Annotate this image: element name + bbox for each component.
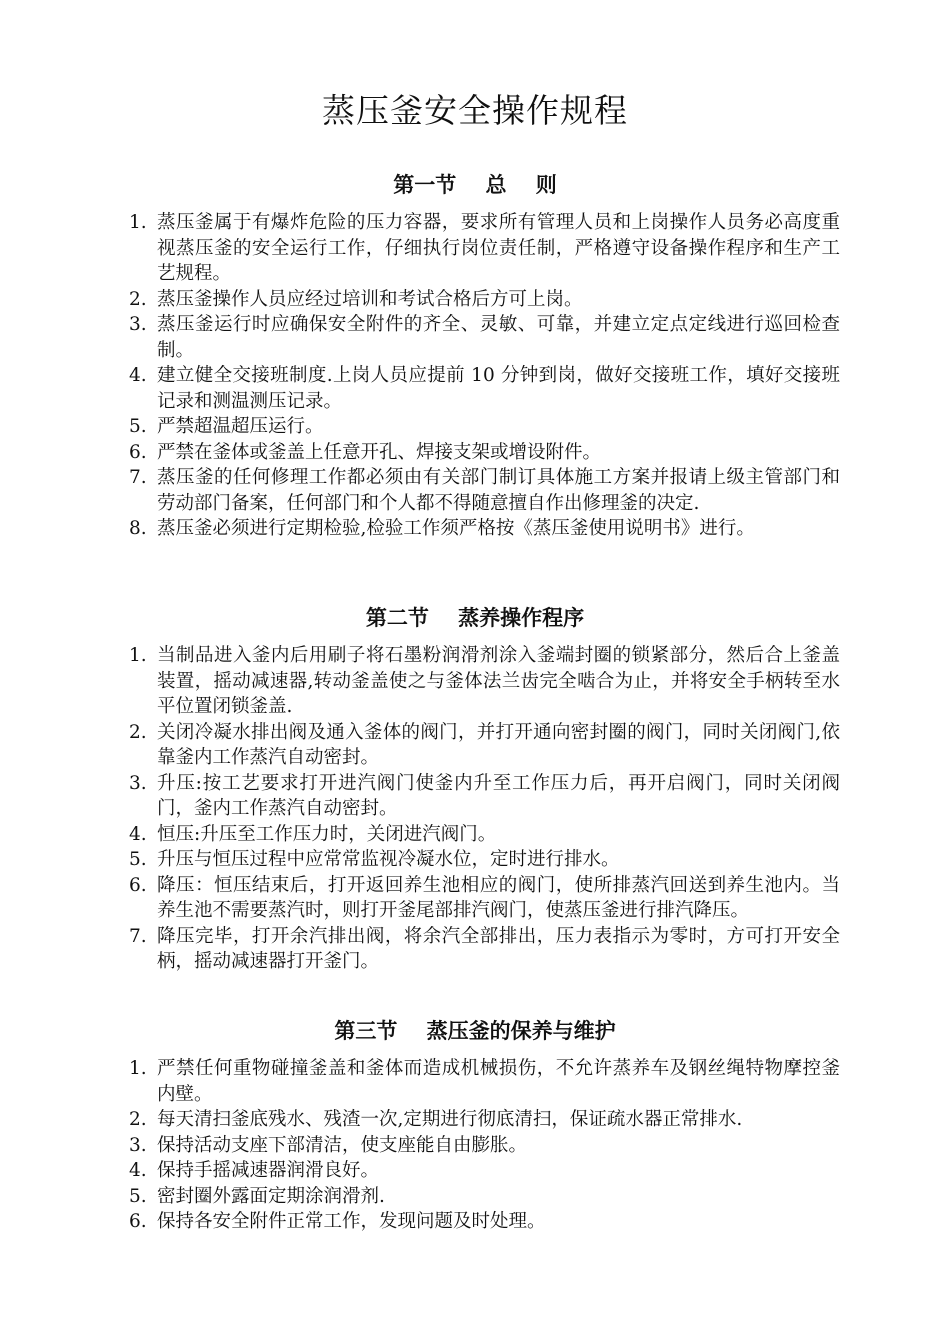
item-text: 保持各安全附件正常工作，发现问题及时处理。 [157, 1211, 546, 1232]
item-number: 6. [129, 441, 147, 463]
item-text: 降压：恒压结束后，打开返回养生池相应的阀门，使所排蒸汽回送到养生池内。当养生池不需要蒸汽时，则打开釜尾部排汽阀门，使蒸压釜进行排汽降压。 [157, 874, 840, 921]
section-heading: 第三节 蒸压釜的保养与维护 [334, 1018, 616, 1043]
item-text: 升压:按工艺要求打开进汽阀门使釜内升至工作压力后，再开启阀门，同时关闭阀门，釜内工作蒸汽自动密封。 [157, 772, 840, 819]
item-number: 2. [129, 1109, 147, 1130]
section-item-list [0, 210, 950, 542]
item-number: 2. [129, 721, 147, 743]
list-item [0, 312, 950, 363]
list-item [0, 873, 950, 924]
list-item [0, 1056, 950, 1107]
item-text: 保持手摇减速器润滑良好。 [157, 1160, 380, 1181]
list-item [0, 822, 950, 848]
item-number: 7. [129, 925, 147, 947]
list-item [0, 1209, 950, 1235]
item-text: 每天清扫釜底残水、残渣一次,定期进行彻底清扫，保证疏水器正常排水. [157, 1109, 743, 1130]
section-1 [0, 170, 950, 542]
list-item [0, 516, 950, 542]
item-number: 4. [129, 1160, 147, 1181]
item-number: 7. [129, 467, 147, 488]
list-item [0, 1158, 950, 1184]
item-number: 6. [129, 1211, 147, 1232]
item-number: 1. [129, 1058, 147, 1079]
item-number: 5. [129, 416, 147, 437]
section-2 [0, 603, 950, 975]
list-item [0, 465, 950, 516]
item-number: 5. [129, 849, 147, 870]
item-text: 蒸压釜运行时应确保安全附件的齐全、灵敏、可靠，并建立定点定线进行巡回检查制。 [157, 314, 840, 361]
list-item [0, 847, 950, 873]
section-heading: 第二节 蒸养操作程序 [365, 605, 585, 630]
section-3 [0, 1016, 950, 1235]
item-number: 4. [129, 365, 147, 386]
list-item [0, 771, 950, 822]
item-number: 8. [129, 518, 147, 539]
item-text: 蒸压釜操作人员应经过培训和考试合格后方可上岗。 [157, 288, 583, 310]
list-item [0, 1133, 950, 1159]
item-text: 降压完毕，打开余汽排出阀，将余汽全部排出，压力表指示为零时，方可打开安全柄，摇动减速器打开釜门。 [157, 925, 840, 972]
item-number: 5. [129, 1185, 147, 1207]
section-heading: 第一节 总 则 [393, 172, 557, 197]
item-text: 保持活动支座下部清洁，使支座能自由膨胀。 [157, 1134, 528, 1156]
item-number: 4. [129, 823, 147, 845]
list-item [0, 1184, 950, 1210]
list-item [0, 363, 950, 414]
item-text: 严禁超温超压运行。 [157, 416, 324, 437]
item-text: 升压与恒压过程中应常常监视冷凝水位，定时进行排水。 [157, 849, 620, 870]
item-text: 蒸压釜属于有爆炸危险的压力容器，要求所有管理人员和上岗操作人员务必高度重视蒸压釜的安全运行工作，仔细执行岗位责任制，严格遵守设备操作程序和生产工艺规程。 [157, 212, 840, 284]
item-text: 密封圈外露面定期涂润滑剂. [157, 1185, 385, 1207]
list-item [0, 1107, 950, 1133]
item-number: 2. [129, 288, 147, 310]
item-number: 3. [129, 314, 147, 335]
item-text: 恒压:升压至工作压力时，关闭进汽阀门。 [157, 823, 497, 845]
list-item [0, 287, 950, 313]
item-text: 建立健全交接班制度.上岗人员应提前 10 分钟到岗，做好交接班工作，填好交接班记录和测温测压记录。 [157, 365, 840, 412]
list-item [0, 210, 950, 287]
section-item-list [0, 643, 950, 975]
list-item [0, 440, 950, 466]
list-item [0, 924, 950, 975]
item-number: 3. [129, 772, 147, 794]
item-text: 严禁任何重物碰撞釜盖和釜体而造成机械损伤，不允许蒸养车及钢丝绳特物摩控釜内壁。 [157, 1058, 840, 1105]
item-text: 蒸压釜的任何修理工作都必须由有关部门制订具体施工方案并报请上级主管部门和劳动部门备案，任何部门和个人都不得随意擅自作出修理釜的决定. [157, 467, 840, 514]
item-text: 蒸压釜必须进行定期检验,检验工作须严格按《蒸压釜使用说明书》进行。 [157, 518, 755, 539]
section-item-list [0, 1056, 950, 1235]
item-number: 1. [129, 212, 147, 233]
document-title: 蒸压釜安全操作规程 [322, 91, 628, 130]
item-text: 关闭冷凝水排出阀及通入釜体的阀门，并打开通向密封圈的阀门，同时关闭阀门,依靠釜内工作蒸汽自动密封。 [157, 721, 840, 768]
item-number: 6. [129, 874, 147, 896]
item-text: 当制品进入釜内后用刷子将石墨粉润滑剂涂入釜端封圈的锁紧部分，然后合上釜盖装置，摇动减速器,转动釜盖使之与釜体法兰齿完全啮合为止，并将安全手柄转至水平位置闭锁釜盖. [157, 645, 840, 717]
list-item [0, 720, 950, 771]
item-number: 3. [129, 1134, 147, 1156]
list-item [0, 414, 950, 440]
item-number: 1. [129, 645, 147, 666]
list-item [0, 643, 950, 720]
item-text: 严禁在釜体或釜盖上任意开孔、焊接支架或增设附件。 [157, 441, 602, 463]
